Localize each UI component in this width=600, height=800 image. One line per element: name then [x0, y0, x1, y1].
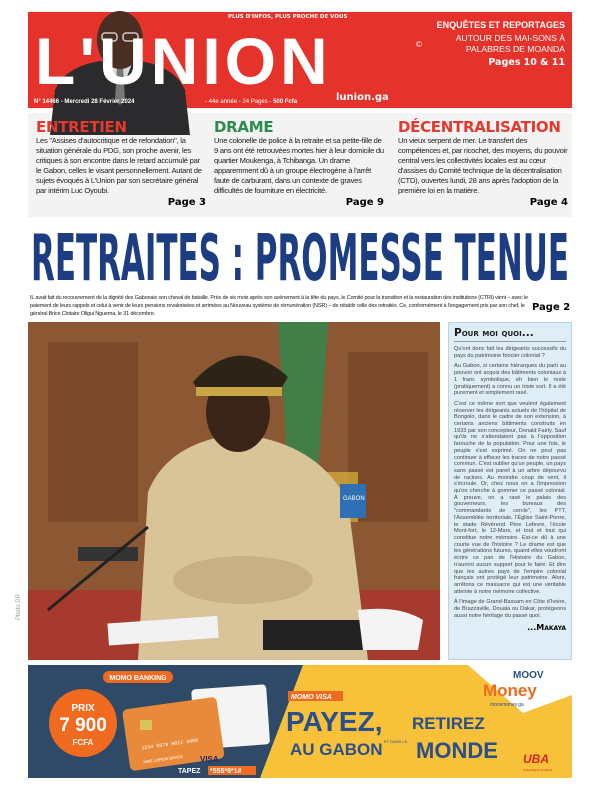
ad-price: 7 900 [59, 715, 107, 736]
ad-price-label: PRIX [71, 703, 95, 714]
teaser-page: Pages 10 & 11 [488, 57, 565, 68]
ad-card-number: 1234 5678 9012 3456 [141, 737, 199, 752]
ad-slogan-and: ET DANS LE [384, 739, 408, 744]
ad-card-brand: VISA [200, 755, 219, 764]
lead-photo [28, 322, 440, 660]
website[interactable]: lunion.ga [336, 92, 389, 103]
teaser-body: AUTOUR DES MAI-SONS À PALABRES DE MOANDA [455, 33, 565, 54]
story-kicker: ENTRETIEN [36, 118, 127, 136]
issue-date: N° 14466 - Mercredi 28 Février 2024 [34, 99, 135, 105]
story-kicker: DRAME [214, 118, 274, 136]
ad-slogan-gabon: AU GABON [290, 740, 383, 759]
tagline: PLUS D'INFOS, PLUS PROCHE DE VOUS [228, 14, 348, 20]
ad-dial-code: *555*8*1# [210, 768, 242, 775]
ad-slogan-world: MONDE [416, 738, 498, 763]
copyright-icon: © [416, 40, 422, 49]
ad-service: MOMO BANKING [109, 675, 167, 682]
story-text: Une colonelle de police à la retraite et sa petite-fille de 9 ans ont été retrouvées mortes hier à leur domicile du quartier Moukenga, à Tchibanga. Un drame apparemment dû à un groupe électrogène à l'arrêt faute de carburant, dans un contexte de graves difficultés de fourniture en électricité. [214, 136, 384, 195]
story-page: Page 3 [167, 197, 206, 208]
story-decentralisation[interactable] [398, 119, 568, 209]
ad-slogan-withdraw: RETIREZ [412, 714, 485, 733]
column-title: Pour moi quoi... [454, 327, 566, 342]
story-kicker: DÉCENTRALISATION [398, 118, 561, 136]
photo-credit: Photo DR [16, 593, 22, 620]
advertisement-banner[interactable] [28, 665, 572, 778]
ad-bank: UBA [523, 752, 549, 766]
editorial-column [448, 322, 572, 660]
story-entretien[interactable] [36, 119, 206, 209]
newspaper-logo: L'UNION [35, 24, 332, 98]
ad-product: MOMO VISA [291, 694, 332, 701]
gabon-badge: GABON [343, 496, 365, 502]
column-signature: ...Makaya [527, 623, 566, 633]
lead-page: Page 2 [532, 302, 571, 313]
edition-info [205, 99, 297, 106]
edition-text: - 44e année - 24 Pages - [205, 99, 272, 105]
column-paragraph: Au Gabon, si certains hiérarques du parti au pouvoir ont acquis des bâtiments coloniaux à 1 franc symbolique, eh bien le reste (pratiquement) a connu un triste sort. Il a été purement et simplement rasé. [454, 363, 566, 397]
column-paragraph: À l'image de Grand-Bassam en Côte d'Ivoire, de Brazzaville, Douala ou Dakar, protégeons aussi notre héritage du passé quoi. [454, 599, 566, 619]
photo-illustration [28, 322, 440, 660]
lead-headline[interactable]: RETRAITES : PROMESSE TENUE [31, 222, 569, 284]
ad-bank-tag: United Bank for Africa [523, 768, 553, 772]
lead-summary: IL avait fait du recouvrement de la dignité des Gabonais son cheval de bataille. Près de six mois après son avènement à la tête du pays, le Comité pour la transition et la restauration des institutions (CTRI) vient – avec le paiement de leurs rappels et celui à venir de leurs pensions revalorisées et arrimées au Nouveau système de rémunération (NSR) – de rétablir celle des retraités. Ce, conformément à l'engagement pris par son chef, le général Brice Clotaire Oligui Nguema, le 31 décembre. [30, 295, 528, 317]
stories-band [28, 113, 572, 217]
ad-card-name: MME LOREM GRACE [143, 753, 184, 765]
teaser[interactable] [420, 20, 565, 69]
ad-currency: FCFA [72, 738, 94, 747]
ad-brand-moov: MOOV [513, 670, 544, 681]
ad-dial-label: TAPEZ [178, 768, 201, 775]
story-text: Les "Assises d'autocritique et de refondation", la situation générale du PDG, son proche avenir, les critiques à son encontre dans le retard accumulé par le Gabon, celles le visant personnellement. Autant de sujets évoqués à L'Union par son secrétaire général par intérim Luc Oyoubi. [36, 136, 202, 195]
price: 500 Fcfa [273, 99, 298, 105]
story-page: Page 9 [345, 197, 384, 208]
ad-brand-money: Money [483, 681, 537, 700]
ad-artwork [28, 665, 572, 778]
story-drame[interactable] [214, 119, 384, 209]
story-text: Un vieux serpent de mer. Le transfert des compétences et, par ricochet, des moyens, du pouvoir central vers les collectivités locales est au cœur d'assises du Comité technique de la décentralisation (CTD), ouvertes lundi, 28 ans après l'adoption de la première loi en la matière. [398, 136, 568, 195]
lead-headline-frame [30, 222, 572, 284]
story-page: Page 4 [529, 197, 568, 208]
ad-brand-site: moovmoney.ga [490, 702, 524, 708]
column-paragraph: Qu'ont donc fait les dirigeants successifs du pays du patrimoine foncier colonial ? [454, 346, 566, 359]
teaser-heading: ENQUÊTES ET REPORTAGES [436, 20, 565, 30]
ad-slogan-pay: PAYEZ, [286, 706, 383, 737]
column-paragraph: C'est ce même sort que veulent également réserver les dirigeants actuels de l'hôpital de Bongolo, dans le cadre de son extension, à certains anciens bâtiments construits en 1933 par son concepteur, Donald Fairly. Sauf qu'ils ne s'attendaient pas à l'opposition farouche de la population. Pour une fois, le peuple s'est exprimé. On ne peut pas continuer à effacer les traces de notre passé commun. C'est oublier qu'un peuple, un pays sans passé est pareil à un arbre dépourvu de racines. Au moindre coup de vent, il s'écroule. Or, chez nous on a l'impression qu'on cherche à gommer ce passé colonial. À preuve, on a rasé le palais des gouverneurs, les bureaux des "commandants de cercle", les PTT, l'Assemblée territoriale, l'Église Saint-Pierre, le stade Révérend Père Lefevre, l'école Mont-fort, le 12-Mars, et tout et tout qui constitue notre mémoire. Est-ce dû à une courte vue de l'histoire ? Le drame est que les générations futures, quand elles voudront écrire ce pan de l'Histoire du Gabon, n'auront aucun support pour le faire. Et dire que les autres pays de l'empire colonial français ont protégé leur patrimoine. Alors, arrêtons ce massacre qui est une véritable atteinte à notre mémoire collective. [454, 400, 566, 595]
